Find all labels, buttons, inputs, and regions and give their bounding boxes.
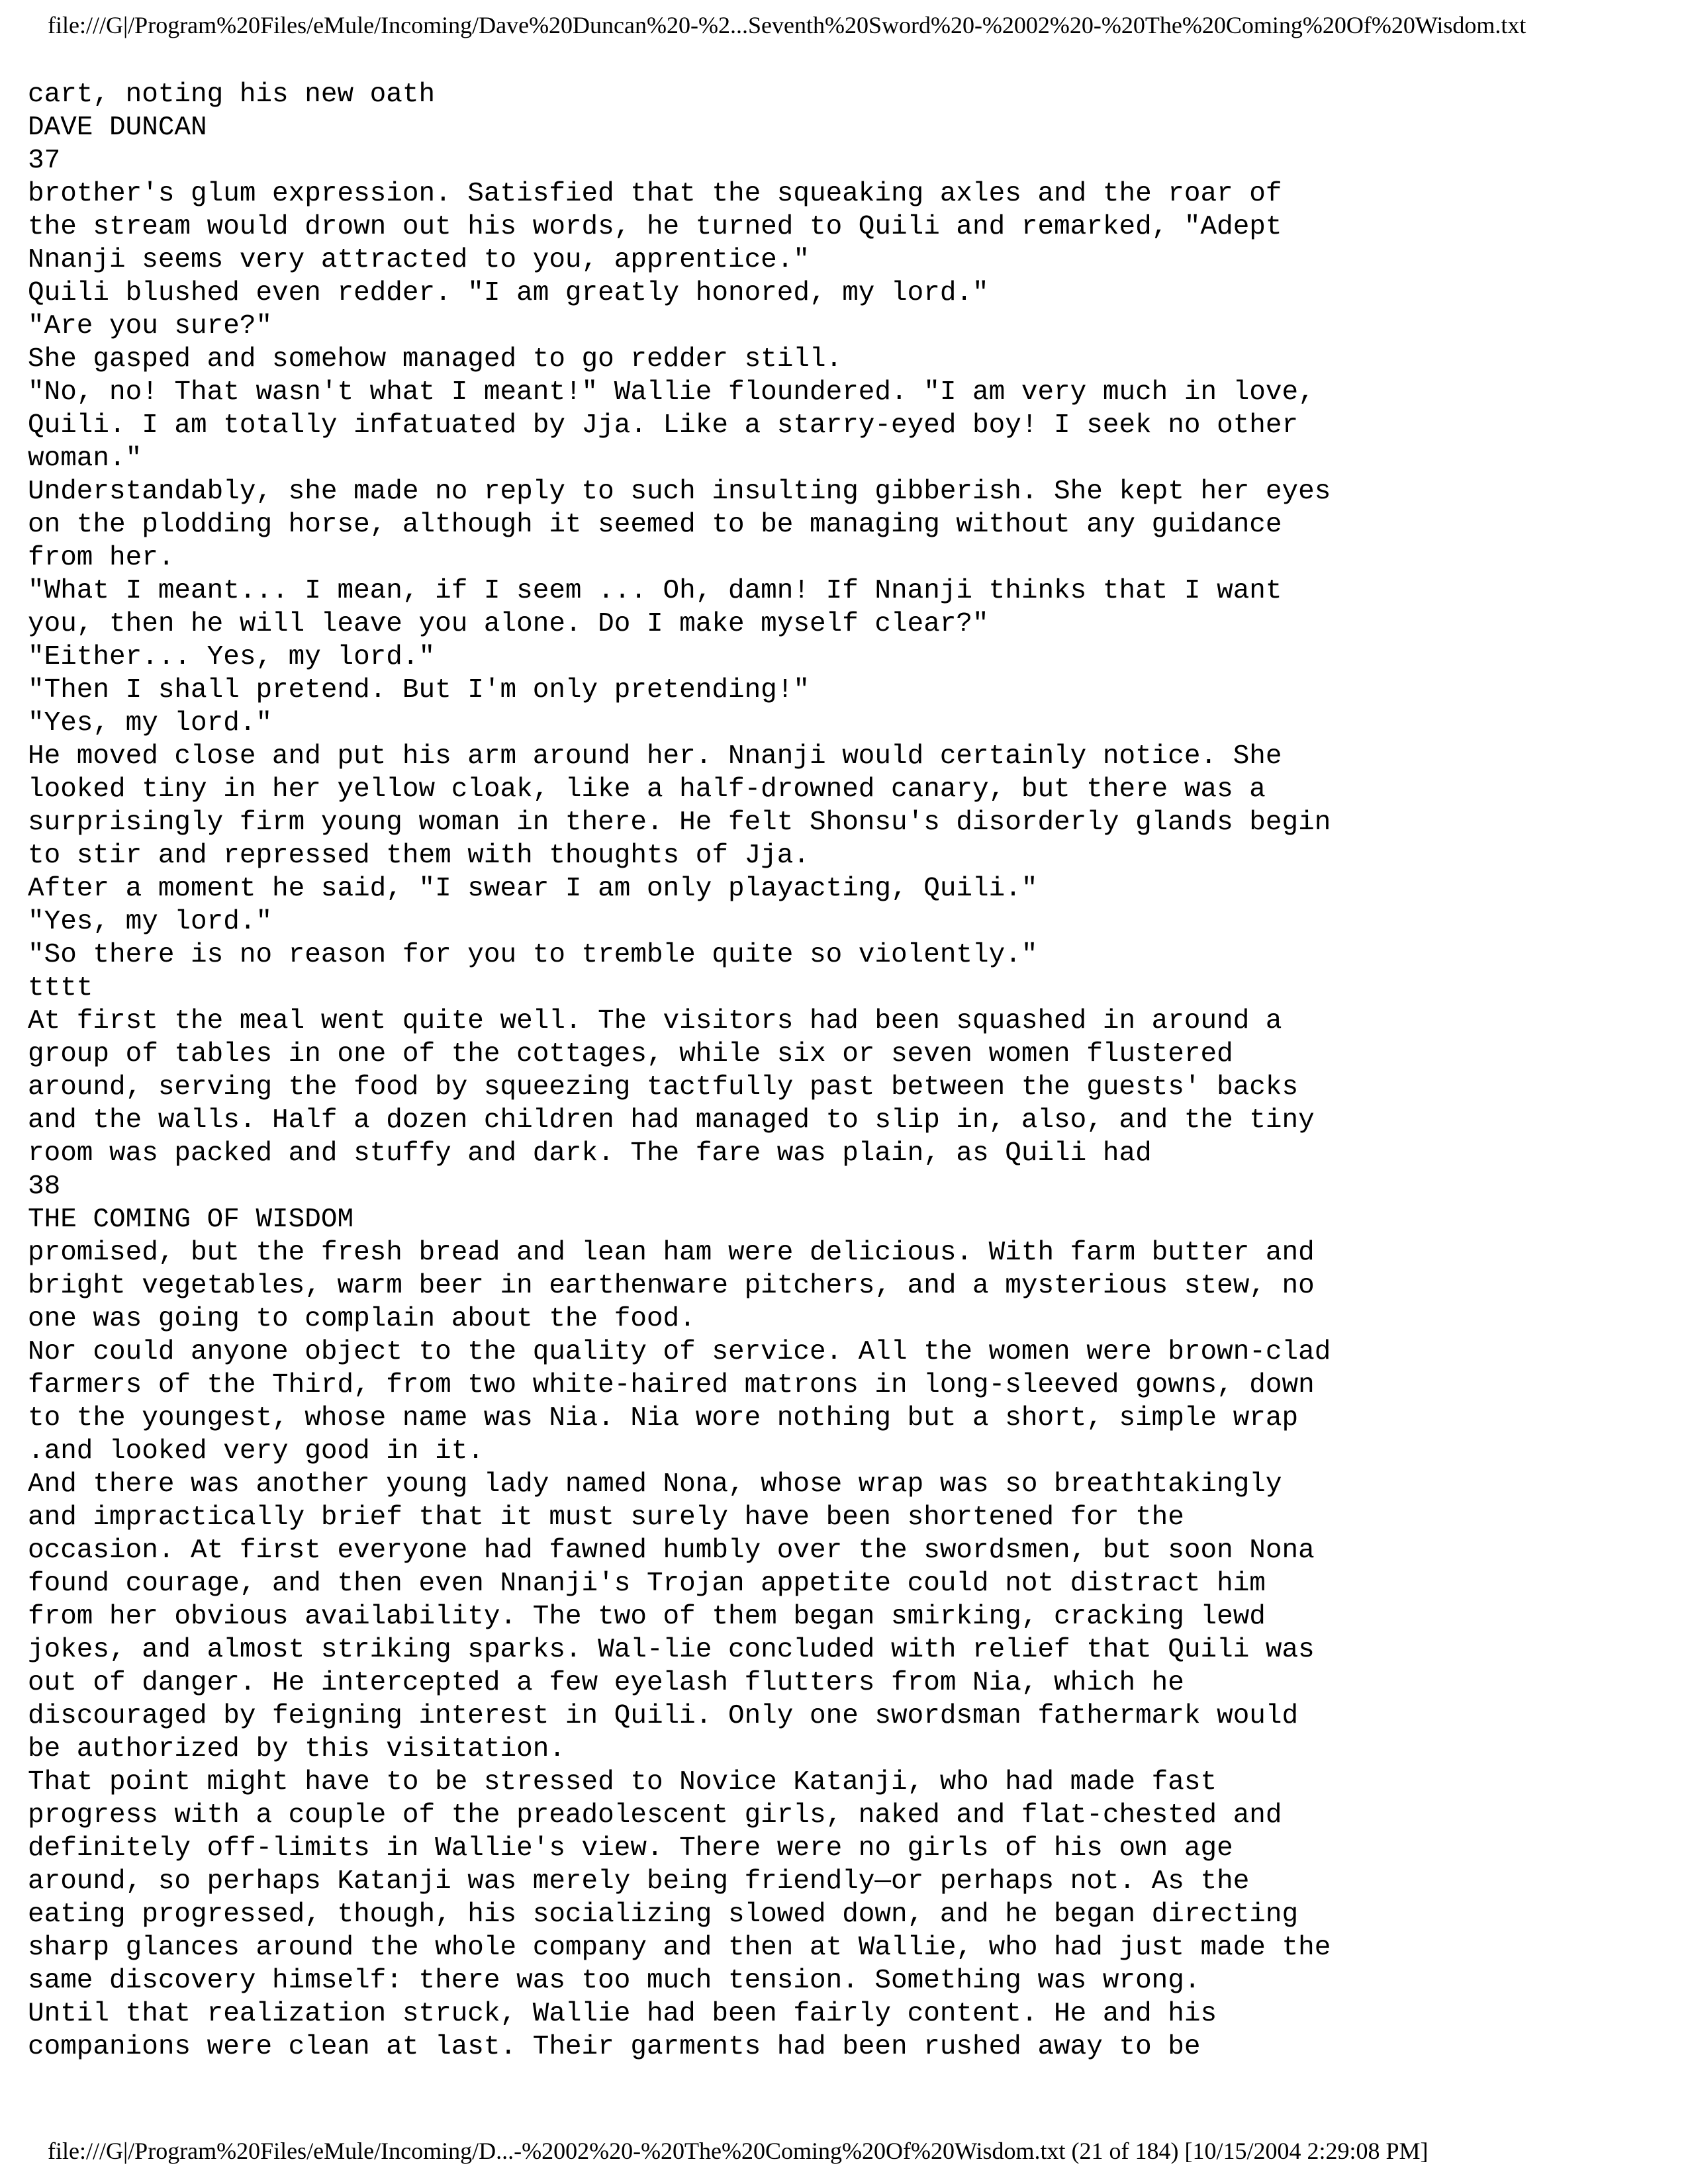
text-line: around, so perhaps Katanji was merely being friendly—or perhaps not. As the [28,1866,1250,1897]
text-line: bright vegetables, warm beer in earthenware pitchers, and a mysterious stew, no [28,1271,1315,1301]
text-line: woman." [28,443,142,474]
text-line: from her. [28,543,175,573]
text-line: out of danger. He intercepted a few eyelash flutters from Nia, which he [28,1668,1184,1698]
text-line: She gasped and somehow managed to go redder still. [28,344,843,375]
document-body [28,78,1656,2064]
text-line: Nor could anyone object to the quality of service. All the women were brown-clad [28,1337,1331,1367]
text-line: group of tables in one of the cottages, while six or seven women flustered [28,1039,1233,1069]
text-line: sharp glances around the whole company and then at Wallie, who had just made the [28,1933,1331,1963]
text-line: the stream would drown out his words, he turned to Quili and remarked, "Adept [28,212,1282,242]
text-line: around, serving the food by squeezing tactfully past between the guests' backs [28,1072,1299,1103]
text-line: "What I meant... I mean, if I seem ... Oh, damn! If Nnanji thinks that I want [28,576,1282,606]
text-line: brother's glum expression. Satisfied that the squeaking axles and the roar of [28,179,1282,209]
text-line: found courage, and then even Nnanji's Trojan appetite could not distract him [28,1569,1266,1599]
text-line: 37 [28,146,61,176]
header-file-path: file:///G|/Program%20Files/eMule/Incoming/Dave%20Duncan%20-%2...Seventh%20Sword%20-%2002%20-%20The%20Coming%20Of%20Wisdom.txt [48,12,1526,38]
text-line: Quili blushed even redder. "I am greatly honored, my lord." [28,278,989,308]
text-line: on the plodding horse, although it seemed to be managing without any guidance [28,510,1282,540]
text-line: "No, no! That wasn't what I meant!" Wallie floundered. "I am very much in love, [28,377,1315,408]
text-line: Nnanji seems very attracted to you, apprentice." [28,245,810,275]
text-line: Until that realization struck, Wallie had been fairly content. He and his [28,1999,1217,2029]
text-line: to the youngest, whose name was Nia. Nia wore nothing but a short, simple wrap [28,1403,1299,1433]
text-line: "Yes, my lord." [28,708,273,739]
footer-file-path: file:///G|/Program%20Files/eMule/Incoming/D...-%2002%20-%20The%20Coming%20Of%20Wisdom.txt (21 of 184) [10/15/2004 2:29:08 PM] [48,2138,1429,2164]
text-line: room was packed and stuffy and dark. The fare was plain, as Quili had [28,1138,1152,1169]
text-line: Understandably, she made no reply to such insulting gibberish. She kept her eyes [28,477,1331,507]
text-line: tttt [28,973,93,1003]
text-line: and the walls. Half a dozen children had managed to slip in, also, and the tiny [28,1105,1315,1136]
text-line: "Then I shall pretend. But I'm only pretending!" [28,675,810,705]
text-line: definitely off-limits in Wallie's view. There were no girls of his own age [28,1833,1233,1864]
text-line: "Yes, my lord." [28,907,273,937]
text-line: "Are you sure?" [28,311,273,341]
text-line: "So there is no reason for you to tremble quite so violently." [28,940,1038,970]
text-line: That point might have to be stressed to Novice Katanji, who had made fast [28,1767,1217,1797]
text-line: and impractically brief that it must surely have been shortened for the [28,1502,1184,1533]
text-line: occasion. At first everyone had fawned humbly over the swordsmen, but soon Nona [28,1535,1315,1566]
text-line: from her obvious availability. The two of them began smirking, cracking lewd [28,1602,1266,1632]
text-line: surprisingly firm young woman in there. He felt Shonsu's disorderly glands begin [28,807,1331,838]
text-line: jokes, and almost striking sparks. Wal-lie concluded with relief that Quili was [28,1635,1315,1665]
text-line: promised, but the fresh bread and lean ham were delicious. With farm butter and [28,1238,1315,1268]
text-line: discouraged by feigning interest in Quili. Only one swordsman fathermark would [28,1701,1299,1731]
text-line: After a moment he said, "I swear I am only playacting, Quili." [28,874,1038,904]
text-line: progress with a couple of the preadolescent girls, naked and flat-chested and [28,1800,1282,1831]
text-line: you, then he will leave you alone. Do I make myself clear?" [28,609,989,639]
text-line: .and looked very good in it. [28,1436,484,1467]
text-line: THE COMING OF WISDOM [28,1205,354,1235]
text-line: eating progressed, though, his socializing slowed down, and he began directing [28,1899,1299,1930]
text-line: At first the meal went quite well. The visitors had been squashed in around a [28,1006,1282,1036]
text-line: 38 [28,1171,61,1202]
text-line: He moved close and put his arm around her. Nnanji would certainly notice. She [28,741,1282,772]
text-line: cart, noting his new oath [28,79,436,110]
text-line: be authorized by this visitation. [28,1734,565,1764]
text-line: same discovery himself: there was too much tension. Something was wrong. [28,1966,1201,1996]
text-line: one was going to complain about the food. [28,1304,696,1334]
text-line: "Either... Yes, my lord." [28,642,436,672]
text-line: And there was another young lady named Nona, whose wrap was so breathtakingly [28,1469,1282,1500]
text-line: looked tiny in her yellow cloak, like a half-drowned canary, but there was a [28,774,1266,805]
text-line: to stir and repressed them with thoughts of Jja. [28,841,810,871]
text-line: DAVE DUNCAN [28,113,207,143]
text-line: farmers of the Third, from two white-haired matrons in long-sleeved gowns, down [28,1370,1315,1400]
text-line: companions were clean at last. Their garments had been rushed away to be [28,2032,1201,2062]
text-line: Quili. I am totally infatuated by Jja. Like a starry-eyed boy! I seek no other [28,410,1299,441]
